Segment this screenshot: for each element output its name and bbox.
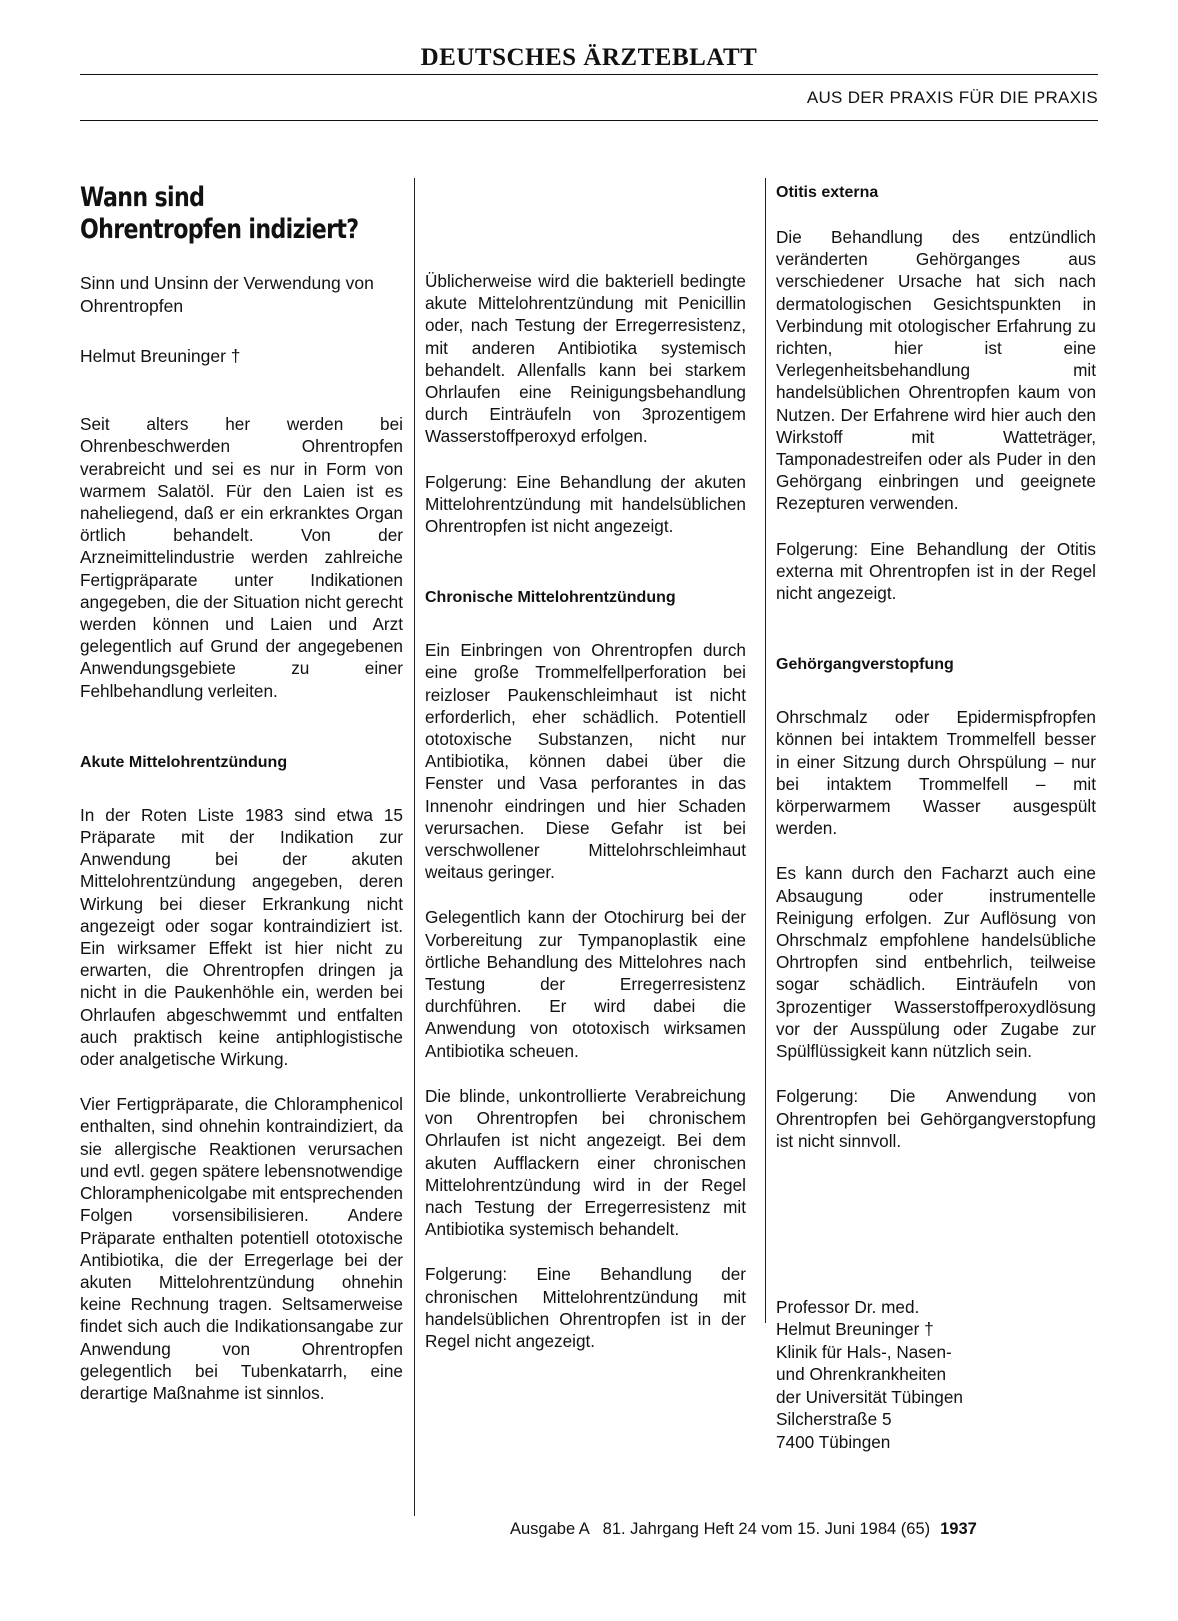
column-divider-2 — [765, 178, 766, 1323]
paragraph-chronische-2: Gelegentlich kann der Otochirurg bei der Vorbereitung zur Tympanoplastik eine örtliche Behandlung des Mittelohres nach Testung der Erregerresistenz durchführen. Er wird dabei die Anwendung von ototoxisch wirksamen Antibiotika scheuen. — [425, 907, 746, 1061]
header-rule-top — [80, 74, 1098, 75]
paragraph-gehoergang-2: Es kann durch den Facharzt auch eine Absaugung oder instrumentelle Reinigung erfolgen. Zur Auflösung von Ohrschmalz empfohlene handelsübliche Ohrtropfen sind entbehrlich, teilweise sogar schädlich. Einträufeln von 3prozentiger Wasserstoffperoxydlösung vor der Ausspülung oder Zugabe zur Spülflüssigkeit kann nützlich sein. — [776, 863, 1096, 1062]
column-2-body — [425, 182, 746, 1352]
article-subtitle: Sinn und Unsinn der Verwendung von Ohrentropfen — [80, 273, 374, 316]
header-rule-bottom — [80, 120, 1098, 121]
paragraph-gehoergang-1: Ohrschmalz oder Epidermispfropfen können bei intaktem Trommelfell besser in einer Sitzung durch Ohrspülung – nur bei intaktem Trommelfell – mit körperwarmem Wasser ausgespült werden. — [776, 707, 1096, 839]
intro-paragraph: Seit alters her werden bei Ohrenbeschwerden Ohrentropfen verabreicht und sei es nur in Form von warmem Salatöl. Für den Laien ist es naheliegend, daß er ein erkranktes Organ örtlich behandelt. Von der Arzneimittelindustrie werden zahlreiche Fertigpräparate unter Indikationen angegeben, die der Situation nicht gerecht werden können und Laien und Arzt gelegentlich auf Grund der angegebenen Anwendungsgebiete zu einer Fehlbehandlung verleiten. — [80, 414, 403, 701]
address-line: 7400 Tübingen — [776, 1431, 891, 1452]
paragraph-akute-3: Üblicherweise wird die bakteriell bedingte akute Mittelohrentzündung mit Penicillin oder, nach Testung der Erregerresistenz, mit anderen Antibiotika systemisch behandelt. Allenfalls kann bei starkem Ohrlaufen eine Reinigungsbehandlung durch Einträufeln von 3prozentigem Wasserstoffperoxyd erfolgen. — [425, 271, 746, 447]
article-title-line-1: Wann sind — [80, 182, 205, 213]
paragraph-gehoergang-folgerung: Folgerung: Die Anwendung von Ohrentropfen bei Gehörgangverstopfung ist nicht sinnvoll. — [776, 1086, 1096, 1151]
paragraph-otitis-folgerung: Folgerung: Eine Behandlung der Otitis externa mit Ohrentropfen ist in der Regel nicht angezeigt. — [776, 538, 1096, 604]
paragraph-akute-2: Vier Fertigpräparate, die Chloramphenicol enthalten, sind ohnehin kontraindiziert, da sie allergische Reaktionen verursachen und evtl. gegen spätere lebensnotwendige Chloramphenicolgabe mit entsprechenden Folgen vorsensibilisieren. Andere Präparate enthalten potentiell ototoxische Antibiotika, die der Erregerlage bei der akuten Mittelohrentzündung ohnehin keine Rechnung tragen. Seltsamerweise findet sich auch die Indikationsangabe zur Anwendung von Ohrentropfen gelegentlich bei Tubenkatarrh, eine derartige Maßnahme ist sinnlos. — [80, 1094, 403, 1403]
paragraph-chronische-3: Die blinde, unkontrollierte Verabreichung von Ohrentropfen bei chronischem Ohrlaufen ist nicht angezeigt. Bei dem akuten Aufflackern einer chronischen Mittelohrentzündung wird in der Regel nach Testung der Erregerresistenz mit Antibiotika systemisch behandelt. — [425, 1085, 746, 1240]
article-author: Helmut Breuninger † — [80, 346, 241, 366]
column-divider-1 — [414, 178, 415, 1516]
article-title-line-2: Ohrentropfen indiziert? — [80, 214, 359, 245]
section-heading-otitis: Otitis externa — [776, 184, 879, 201]
section-heading-akute: Akute Mittelohrentzündung — [80, 753, 288, 771]
section-heading-chronische: Chronische Mittelohrentzündung — [425, 589, 676, 607]
section-label: AUS DER PRAXIS FÜR DIE PRAXIS — [806, 88, 1098, 107]
paragraph-otitis-1: Die Behandlung des entzündlich veränderten Gehörganges aus verschiedener Ursache hat sich nach dermatologischen Gesichtspunkten in Verbindung mit otologischer Erfahrung zu richten, hier ist eine Verlegenheitsbehandlung mit handelsüblichen Ohrentropfen kaum von Nutzen. Der Erfahrene wird hier auch den Wirkstoff mit Watteträger, Tamponadestreifen oder als Puder in den Gehörgang einbringen und geeignete Rezepturen verwenden. — [776, 227, 1096, 514]
address-line: der Universität Tübingen — [776, 1386, 963, 1407]
address-line: und Ohrenkrankheiten — [776, 1364, 947, 1385]
paragraph-chronische-folgerung: Folgerung: Eine Behandlung der chronischen Mittelohrentzündung mit handelsüblichen Ohrentropfen ist in der Regel nicht angezeigt. — [425, 1264, 746, 1351]
section-heading-gehoergang: Gehörgangverstopfung — [776, 656, 954, 674]
journal-masthead: DEUTSCHES ÄRZTEBLATT — [420, 44, 758, 71]
address-line: Silcherstraße 5 — [776, 1409, 892, 1430]
page-footer — [510, 1520, 977, 1539]
author-address — [776, 1296, 1096, 1454]
address-line: Helmut Breuninger † — [776, 1319, 934, 1340]
page-number: 1937 — [940, 1520, 977, 1538]
paragraph-akute-folgerung: Folgerung: Eine Behandlung der akuten Mittelohrentzündung mit handelsüblichen Ohrentropfen ist nicht angezeigt. — [425, 471, 746, 537]
paragraph-akute-1: In der Roten Liste 1983 sind etwa 15 Präparate mit der Indikation zur Anwendung bei der akuten Mittelohrentzündung angegeben, deren Wirkung bei dieser Erkrankung nicht angezeigt oder sogar kontraindiziert ist. Ein wirksamer Effekt ist hier nicht zu erwarten, die Ohrentropfen dringen ja nicht in die Paukenhöhle ein, werden bei Ohrlaufen abgeschwemmt und entfalten auch praktisch keine antiphlogistische oder analgetische Wirkung. — [80, 804, 403, 1070]
paragraph-chronische-1: Ein Einbringen von Ohrentropfen durch eine große Trommelfellperforation bei reizloser Paukenschleimhaut ist nicht erforderlich, eher schädlich. Potentiell ototoxische Substanzen, nicht nur Antibiotika, können dabei über die Fenster und Vasa perforantes in das Innenohr eindringen und hier Schaden verursachen. Diese Gefahr ist bei verschwollener Mittelohrschleimhaut weitaus geringer. — [425, 640, 746, 883]
column-1 — [80, 182, 403, 1404]
address-line: Klinik für Hals-, Nasen- — [776, 1341, 952, 1362]
issue-info: Ausgabe A 81. Jahrgang Heft 24 vom 15. Juni 1984 (65) — [510, 1520, 931, 1538]
address-line: Professor Dr. med. — [776, 1296, 920, 1317]
article-title — [80, 182, 408, 246]
column-3 — [776, 182, 1096, 1453]
